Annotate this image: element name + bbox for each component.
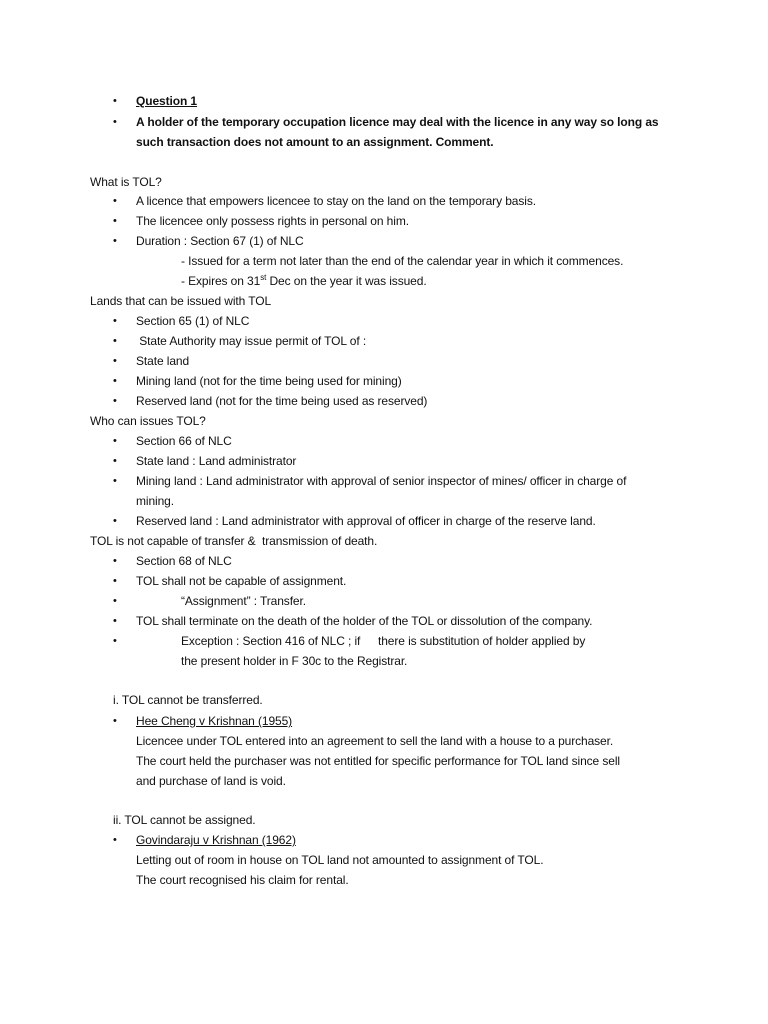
list-item: TOL shall not be capable of assignment. — [136, 574, 347, 588]
duration-detail-2-pre: - Expires on 31 — [181, 274, 261, 288]
list-item: Section 68 of NLC — [136, 554, 232, 568]
list-item: Mining land (not for the time being used for mining) — [136, 374, 402, 388]
list-item: “Assignment” : Transfer. — [181, 594, 306, 608]
list-item: Reserved land (not for the time being used as reserved) — [136, 394, 428, 408]
bullet: • — [113, 315, 117, 327]
bullet: • — [113, 635, 117, 647]
question-prompt-line2: such transaction does not amount to an assignment. Comment. — [136, 135, 494, 149]
bullet: • — [113, 375, 117, 387]
duration-detail-1: - Issued for a term not later than the end of the calendar year in which it commences. — [181, 254, 624, 268]
duration-detail-2 — [181, 273, 427, 289]
list-item: Duration : Section 67 (1) of NLC — [136, 234, 304, 248]
list-item: Mining land : Land administrator with approval of senior inspector of mines/ officer in charge of — [136, 474, 627, 488]
case-text: and purchase of land is void. — [136, 774, 286, 788]
case-text: Letting out of room in house on TOL land not amounted to assignment of TOL. — [136, 853, 544, 867]
bullet: • — [113, 95, 117, 107]
list-item: State land : Land administrator — [136, 454, 297, 468]
bullet: • — [113, 615, 117, 627]
bullet: • — [113, 515, 117, 527]
list-item: State land — [136, 354, 190, 368]
subheading-transfer: i. TOL cannot be transferred. — [113, 693, 263, 707]
list-item: Section 65 (1) of NLC — [136, 314, 250, 328]
case-text: Licencee under TOL entered into an agreement to sell the land with a house to a purchaser. — [136, 734, 614, 748]
bullet: • — [113, 215, 117, 227]
bullet: • — [113, 834, 117, 846]
list-item-continuation: mining. — [136, 494, 174, 508]
bullet: • — [113, 555, 117, 567]
bullet: • — [113, 575, 117, 587]
section-heading-what-is-tol: What is TOL? — [90, 175, 162, 189]
bullet: • — [113, 116, 117, 128]
subheading-assignment: ii. TOL cannot be assigned. — [113, 813, 256, 827]
case-name: Govindaraju v Krishnan (1962) — [136, 833, 296, 847]
bullet: • — [113, 435, 117, 447]
bullet: • — [113, 195, 117, 207]
section-heading-who: Who can issues TOL? — [90, 414, 206, 428]
question-heading: Question 1 — [136, 94, 198, 108]
list-item: The licencee only possess rights in personal on him. — [136, 214, 409, 228]
case-text: The court recognised his claim for rental. — [136, 873, 349, 887]
list-item: A licence that empowers licencee to stay on the land on the temporary basis. — [136, 194, 536, 208]
list-item: State Authority may issue permit of TOL of : — [136, 334, 367, 348]
case-text: The court held the purchaser was not entitled for specific performance for TOL land since sell — [136, 754, 620, 768]
question-prompt-line1: A holder of the temporary occupation licence may deal with the licence in any way so long as — [136, 115, 659, 129]
list-item: Reserved land : Land administrator with approval of officer in charge of the reserve land. — [136, 514, 596, 528]
bullet: • — [113, 395, 117, 407]
bullet: • — [113, 475, 117, 487]
bullet: • — [113, 595, 117, 607]
section-heading-transfer: TOL is not capable of transfer & transmission of death. — [90, 534, 378, 548]
exception-part-b: there is substitution of holder applied by — [378, 634, 586, 648]
bullet: • — [113, 455, 117, 467]
ordinal-suffix: st — [260, 273, 267, 282]
case-name: Hee Cheng v Krishnan (1955) — [136, 714, 293, 728]
duration-detail-2-post: Dec on the year it was issued. — [266, 274, 427, 288]
bullet: • — [113, 235, 117, 247]
bullet: • — [113, 355, 117, 367]
section-heading-lands: Lands that can be issued with TOL — [90, 294, 272, 308]
exception-part-c: the present holder in F 30c to the Registrar. — [181, 654, 408, 668]
list-item: Section 66 of NLC — [136, 434, 232, 448]
exception-part-a: Exception : Section 416 of NLC ; if — [181, 634, 361, 648]
list-item: TOL shall terminate on the death of the holder of the TOL or dissolution of the company. — [136, 614, 593, 628]
bullet: • — [113, 715, 117, 727]
bullet: • — [113, 335, 117, 347]
